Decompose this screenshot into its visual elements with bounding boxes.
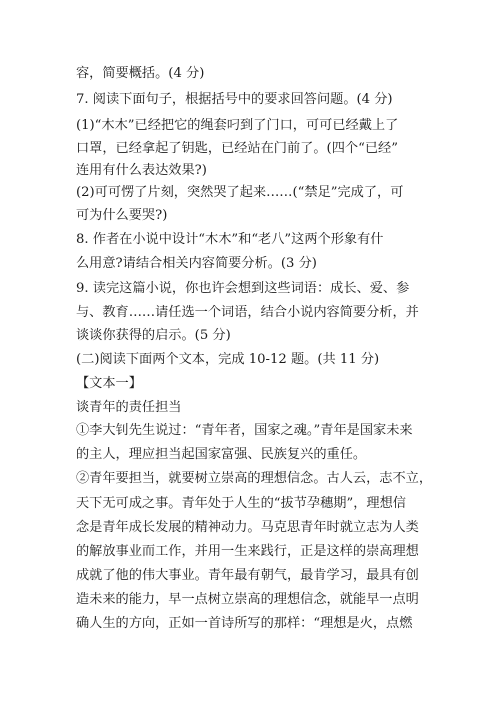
text-line: 天下无可成之事。青年处于人生的“拔节孕穗期”，理想信 <box>76 496 406 511</box>
section-heading: (二)阅读下面两个文本，完成 10-12 题。(共 11 分) <box>76 352 380 367</box>
text-line: 么用意?请结合相关内容简要分析。(3 分) <box>76 256 317 271</box>
text-line: 的解放事业而工作，并用一生来践行，正是这样的崇高理想 <box>76 544 419 559</box>
text-line: 造未来的能力，早一点树立崇高的理想信念，就能早一点明 <box>76 592 419 607</box>
text-line: (1)“木木”已经把它的绳套叼到了门口，可可已经戴上了 <box>76 118 399 133</box>
text-line: 连用有什么表达效果?) <box>76 163 207 178</box>
text-line: 确人生的方向，正如一首诗所写的那样：“理想是火，点燃 <box>76 616 413 631</box>
text-line: 与、教育……请任选一个词语，结合小说内容简要分析，并 <box>76 305 419 320</box>
article-title: 谈青年的责任担当 <box>76 400 182 415</box>
text-line: 口罩，已经拿起了钥匙，已经站在门前了。(四个“已经” <box>76 141 398 156</box>
question-8: 8. 作者在小说中设计“木木”和“老八”这两个形象有什 <box>76 232 384 247</box>
question-7: 7. 阅读下面句子，根据括号中的要求回答问题。(4 分) <box>76 92 393 107</box>
text-line: 容，简要概括。(4 分) <box>76 66 205 81</box>
text-line: 成就了他的伟大事业。青年最有朝气，最肯学习，最具有创 <box>76 568 419 583</box>
paragraph-2: ②青年要担当，就要树立崇高的理想信念。古人云，志不立， <box>76 471 433 486</box>
text-line: (2)可可愣了片刻，突然哭了起来……(“禁足”完成了，可 <box>76 185 404 200</box>
text-one-label: 【文本一】 <box>76 376 142 391</box>
text-line: 的主人，理应担当起国家富强、民族复兴的重任。 <box>76 447 367 462</box>
text-line: 可为什么要哭?) <box>76 208 168 223</box>
paragraph-1: ①李大钊先生说过：“青年者，国家之魂。”青年是国家未来 <box>76 423 413 438</box>
text-line: 谈谈你获得的启示。(5 分) <box>76 328 231 343</box>
text-line: 念是青年成长发展的精神动力。马克思青年时就立志为人类 <box>76 520 419 535</box>
question-9: 9. 读完这篇小说，你也许会想到这些词语：成长、爱、参 <box>76 281 410 296</box>
